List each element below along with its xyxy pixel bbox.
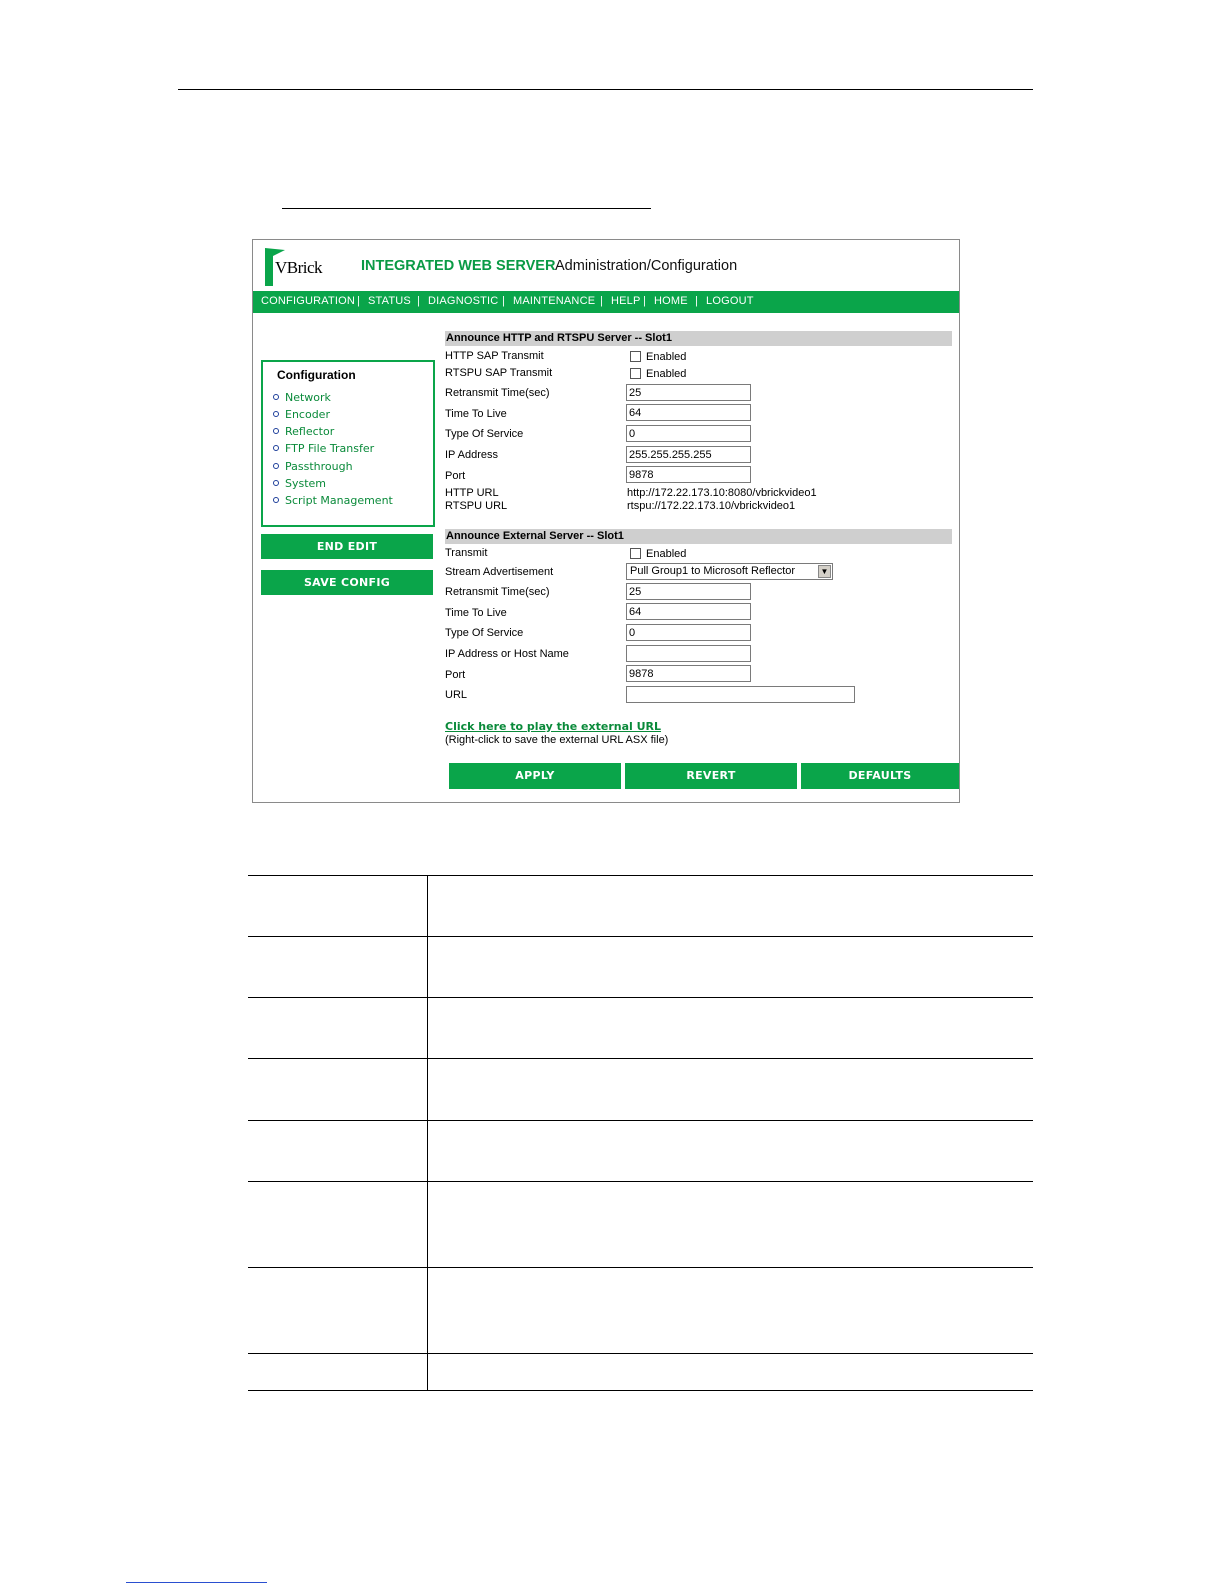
ext-retransmit-time-label: Retransmit Time(sec) xyxy=(445,586,550,598)
ip-address-label: IP Address xyxy=(445,449,498,461)
revert-button[interactable]: REVERT xyxy=(625,763,797,789)
sidebar-item-passthrough[interactable] xyxy=(273,460,353,473)
logo-text: VBrick xyxy=(275,258,323,277)
web-admin-screenshot xyxy=(252,239,960,803)
save-config-button[interactable]: SAVE CONFIG xyxy=(261,570,433,595)
sidebar-item-label: Script Management xyxy=(285,494,393,507)
sidebar-item-encoder[interactable] xyxy=(273,408,330,421)
table-rule xyxy=(248,936,1033,937)
nav-separator: | xyxy=(502,295,505,307)
app-subtitle: Administration/Configuration xyxy=(555,258,738,274)
footer-link-underline xyxy=(126,1582,267,1583)
defaults-button[interactable]: DEFAULTS xyxy=(801,763,959,789)
sidebar-item-ftp-file-transfer[interactable] xyxy=(273,442,374,455)
apply-button[interactable]: APPLY xyxy=(449,763,621,789)
bullet-icon xyxy=(273,445,279,451)
sidebar-item-reflector[interactable] xyxy=(273,425,334,438)
rtspu-url-label: RTSPU URL xyxy=(445,500,508,512)
transmit-checkbox[interactable] xyxy=(630,548,641,559)
app-title: INTEGRATED WEB SERVER xyxy=(361,258,556,274)
ttl-input[interactable] xyxy=(626,404,751,421)
sidebar-item-label: Passthrough xyxy=(285,460,353,473)
ip-or-host-input[interactable] xyxy=(626,645,751,662)
sidebar-heading: Configuration xyxy=(277,368,356,382)
nav-status[interactable]: STATUS xyxy=(368,295,411,307)
bullet-icon xyxy=(273,428,279,434)
nav-configuration[interactable]: CONFIGURATION xyxy=(261,295,356,307)
bullet-icon xyxy=(273,411,279,417)
dropdown-arrow-icon[interactable]: ▼ xyxy=(818,565,831,578)
table-rule xyxy=(248,1353,1033,1354)
rtspu-sap-label: RTSPU SAP Transmit xyxy=(445,367,553,379)
table-rule xyxy=(248,1058,1033,1059)
rtspu-sap-enabled-label: Enabled xyxy=(646,368,687,380)
play-external-url-link[interactable]: Click here to play the external URL xyxy=(445,720,662,733)
bullet-icon xyxy=(273,497,279,503)
config-sidebar xyxy=(261,360,435,527)
table-column-divider xyxy=(427,875,428,1390)
sidebar-item-label: Encoder xyxy=(285,408,330,421)
bullet-icon xyxy=(273,480,279,486)
sidebar-item-system[interactable] xyxy=(273,477,326,490)
ext-port-input[interactable] xyxy=(626,665,751,682)
ext-ttl-input[interactable] xyxy=(626,603,751,620)
retransmit-time-input[interactable] xyxy=(626,384,751,401)
ttl-label: Time To Live xyxy=(445,408,507,420)
url-label: URL xyxy=(445,689,468,701)
section-header-http-rtspu: Announce HTTP and RTSPU Server -- Slot1 xyxy=(445,331,952,346)
ip-address-input[interactable] xyxy=(626,446,751,463)
nav-home[interactable]: HOME xyxy=(654,295,688,307)
nav-separator: | xyxy=(417,295,420,307)
http-url-value: http://172.22.173.10:8080/vbrickvideo1 xyxy=(627,487,817,499)
stream-advertisement-value: Pull Group1 to Microsoft Reflector xyxy=(630,565,796,577)
ext-tos-label: Type Of Service xyxy=(445,627,524,639)
vbrick-logo xyxy=(263,246,323,286)
asx-save-note: (Right-click to save the external URL ASX file) xyxy=(445,734,669,746)
bullet-icon xyxy=(273,394,279,400)
table-rule xyxy=(248,1267,1033,1268)
sidebar-item-script-management[interactable] xyxy=(273,494,393,507)
section-header-external-server: Announce External Server -- Slot1 xyxy=(445,529,952,544)
http-url-label: HTTP URL xyxy=(445,487,499,499)
stream-advertisement-label: Stream Advertisement xyxy=(445,566,554,578)
nav-help[interactable]: HELP xyxy=(611,295,641,307)
stream-advertisement-select[interactable] xyxy=(626,563,833,580)
rtspu-url-value: rtspu://172.22.173.10/vbrickvideo1 xyxy=(627,500,796,512)
table-rule xyxy=(248,875,1033,876)
sidebar-item-label: Reflector xyxy=(285,425,335,438)
retransmit-time-label: Retransmit Time(sec) xyxy=(445,387,550,399)
ext-ttl-label: Time To Live xyxy=(445,607,507,619)
url-input[interactable] xyxy=(626,686,855,703)
bullet-icon xyxy=(273,463,279,469)
tos-input[interactable] xyxy=(626,425,751,442)
tos-label: Type Of Service xyxy=(445,428,524,440)
nav-separator: | xyxy=(695,295,698,307)
transmit-enabled-label: Enabled xyxy=(646,548,687,560)
sidebar-item-label: FTP File Transfer xyxy=(285,442,375,455)
table-rule xyxy=(248,1390,1033,1391)
sidebar-item-label: System xyxy=(285,477,327,490)
sidebar-item-label: Network xyxy=(285,391,331,404)
table-rule xyxy=(248,1120,1033,1121)
http-sap-enabled-label: Enabled xyxy=(646,351,687,363)
port-input[interactable] xyxy=(626,466,751,483)
port-label: Port xyxy=(445,470,466,482)
top-nav xyxy=(253,291,959,313)
nav-logout[interactable]: LOGOUT xyxy=(706,295,754,307)
ext-tos-input[interactable] xyxy=(626,624,751,641)
page-header-rule xyxy=(178,89,1033,90)
nav-separator: | xyxy=(357,295,360,307)
ext-retransmit-time-input[interactable] xyxy=(626,583,751,600)
nav-diagnostic[interactable]: DIAGNOSTIC xyxy=(428,295,499,307)
transmit-label: Transmit xyxy=(445,547,488,559)
ip-or-host-label: IP Address or Host Name xyxy=(445,648,569,660)
table-rule xyxy=(248,1181,1033,1182)
nav-maintenance[interactable]: MAINTENANCE xyxy=(513,295,596,307)
ext-port-label: Port xyxy=(445,669,466,681)
http-sap-checkbox[interactable] xyxy=(630,351,641,362)
table-rule xyxy=(248,997,1033,998)
rtspu-sap-checkbox[interactable] xyxy=(630,368,641,379)
http-sap-label: HTTP SAP Transmit xyxy=(445,350,544,362)
sidebar-item-network[interactable] xyxy=(273,391,331,404)
nav-separator: | xyxy=(643,295,646,307)
end-edit-button[interactable]: END EDIT xyxy=(261,534,433,559)
nav-separator: | xyxy=(600,295,603,307)
caption-underline xyxy=(282,208,651,209)
